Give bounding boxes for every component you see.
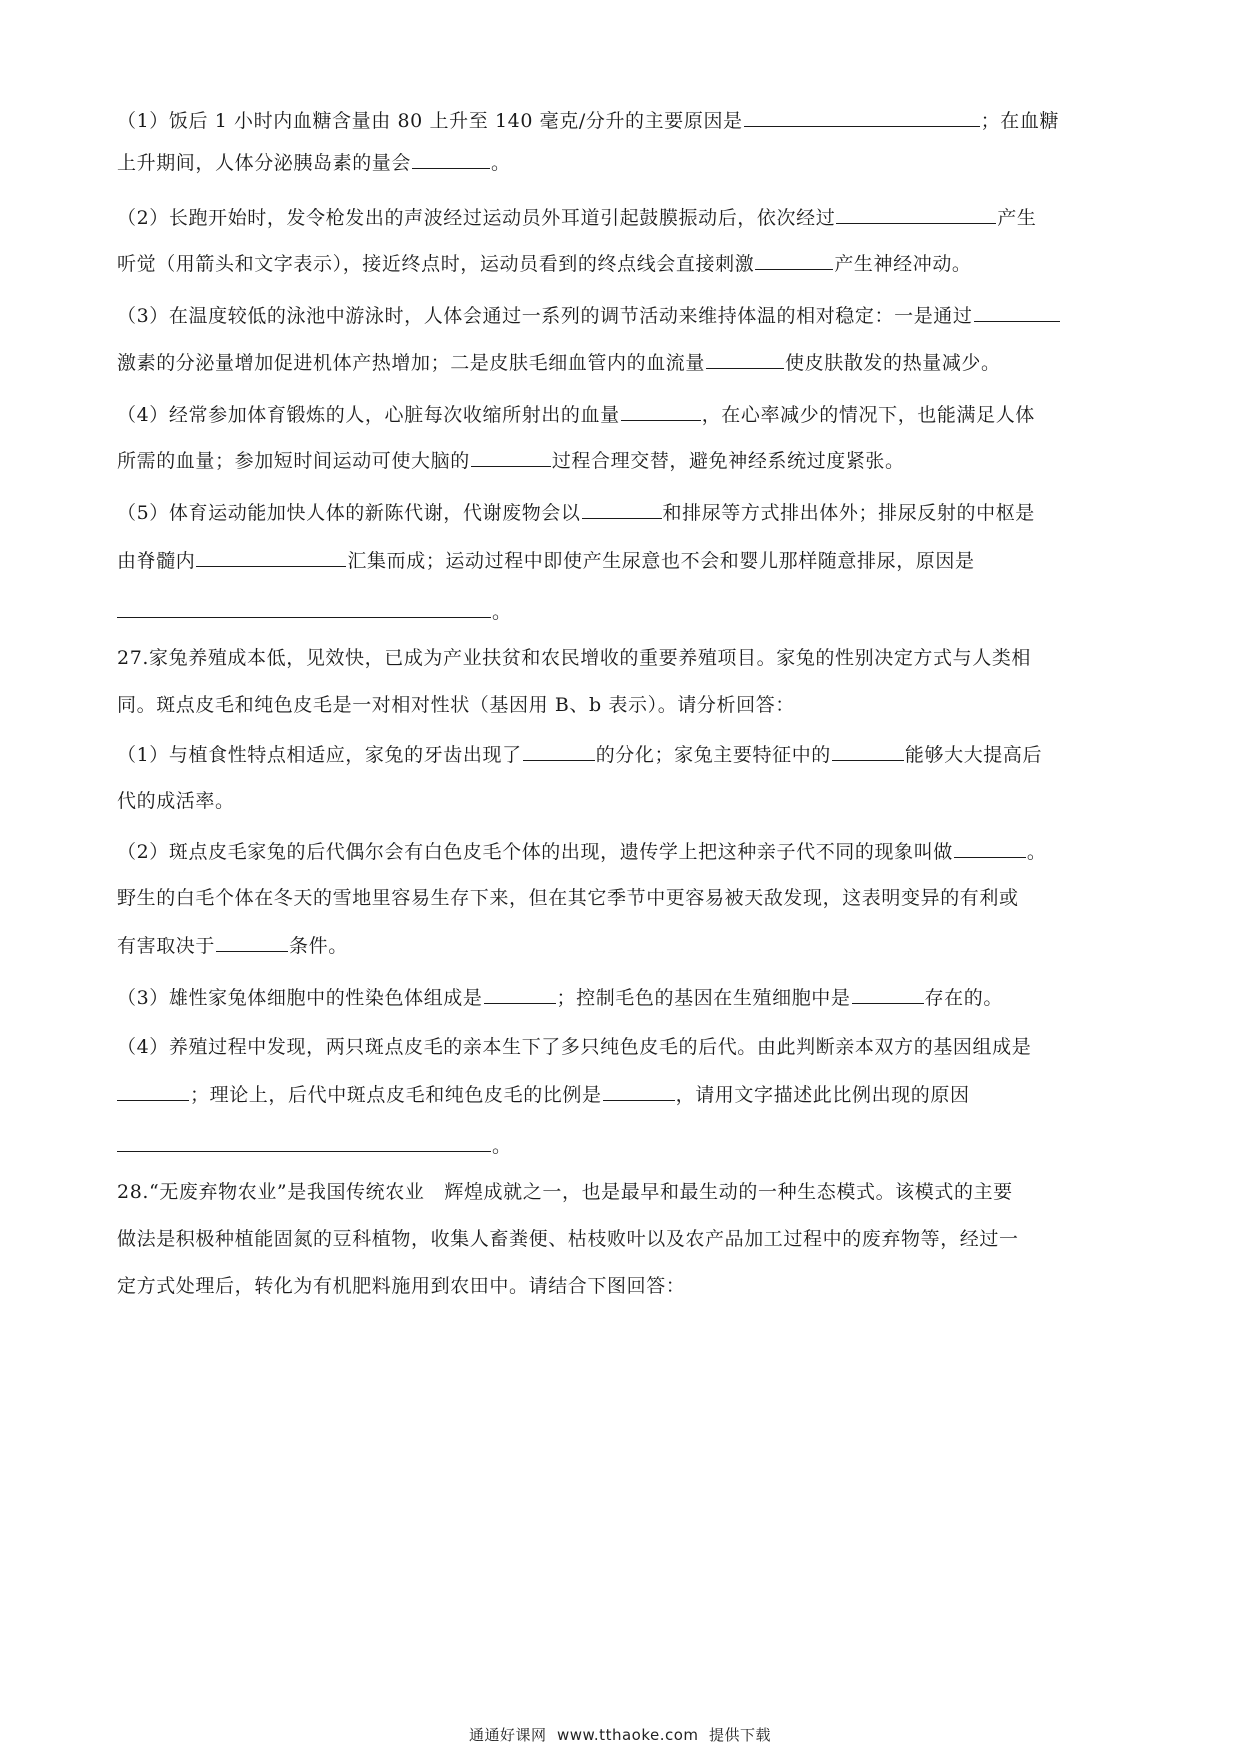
q27-p1-text-a: （1）与植食性特点相适应，家兔的牙齿出现了: [117, 744, 522, 766]
q27-p3-text-b: ；控制毛色的基因在生殖细胞中是: [556, 987, 851, 1009]
q26-p5-text-c: 由脊髓内: [117, 550, 196, 572]
answer-blank[interactable]: [954, 839, 1026, 858]
q26-part5-line2: [117, 548, 1128, 574]
page-footer: [0, 1724, 1240, 1745]
q26-p2-text-c: 听觉（用箭头和文字表示），接近终点时，运动员看到的终点线会直接刺激: [117, 253, 755, 275]
q28-stem-line1: [117, 1179, 1128, 1205]
q26-part2-line2: [117, 251, 1128, 277]
q27-p4-text-a: （4）养殖过程中发现，两只斑点皮毛的亲本生下了多只纯色皮毛的后代。由此判断亲本双方的基因组成是: [117, 1036, 1032, 1058]
q27-p1-text-c: 能够大大提高后: [904, 744, 1043, 766]
q26-p3-text-b: 激素的分泌量增加促进机体产热增加；二是皮肤毛细血管内的血流量: [117, 352, 706, 374]
q28-stem-text-2: 做法是积极种植能固氮的豆科植物，收集人畜粪便、枯枝败叶以及农产品加工过程中的废弃物等，经过一: [117, 1228, 1019, 1250]
q27-p4-text-b: ；理论上，后代中斑点皮毛和纯色皮毛的比例是: [190, 1084, 602, 1106]
q26-p5-text-b: 和排尿等方式排出体外；排尿反射的中枢是: [662, 502, 1035, 524]
answer-blank[interactable]: [974, 303, 1060, 322]
q26-p5-text-d: 汇集而成；运动过程中即使产生尿意也不会和婴儿那样随意排尿，原因是: [347, 550, 975, 572]
q27-p2-text-e: 条件。: [289, 935, 348, 957]
q27-part2-line1: [117, 839, 1128, 865]
answer-blank[interactable]: [621, 402, 701, 421]
q26-p1-text-b: ；在血糖: [980, 110, 1060, 132]
q27-part1-line2: [117, 788, 1128, 814]
q26-p4-text-d: 过程合理交替，避免神经系统过度紧张。: [551, 450, 905, 472]
q26-p1-text-a: （1）饭后 1 小时内血糖含量由 80 上升至 140 毫克/分升的主要原因是: [117, 110, 743, 132]
answer-blank[interactable]: [117, 599, 491, 618]
q26-p1-text-d: 。: [491, 152, 511, 174]
q27-part2-line3: [117, 933, 1128, 959]
answer-blank[interactable]: [603, 1082, 675, 1101]
q27-p1-text-d: 代的成活率。: [117, 790, 235, 812]
q26-p2-text-d: 产生神经冲动。: [834, 253, 972, 275]
q26-p2-text-b: 产生: [997, 207, 1037, 229]
q27-p1-text-b: 的分化；家兔主要特征中的: [595, 744, 831, 766]
q28-stem-text-3: 定方式处理后，转化为有机肥料施用到农田中。请结合下图回答：: [117, 1275, 686, 1297]
answer-blank[interactable]: [582, 500, 662, 519]
q26-p1-text-c: 上升期间，人体分泌胰岛素的量会: [117, 152, 412, 174]
answer-blank[interactable]: [836, 205, 996, 224]
answer-blank[interactable]: [471, 448, 551, 467]
q26-part3-line2: [117, 350, 1128, 376]
q26-part4-line1: [117, 402, 1128, 428]
q26-part1-line2: [117, 150, 1128, 176]
q27-p4-text-d: 。: [492, 1135, 512, 1157]
q27-p3-text-a: （3）雄性家兔体细胞中的性染色体组成是: [117, 987, 483, 1009]
q26-part1-line1: [117, 108, 1128, 134]
q27-part4-line3: [117, 1133, 1128, 1159]
answer-blank[interactable]: [412, 150, 490, 169]
q26-part3-line1: [117, 303, 1128, 329]
q26-p2-text-a: （2）长跑开始时，发令枪发出的声波经过运动员外耳道引起鼓膜振动后，依次经过: [117, 207, 836, 229]
answer-blank[interactable]: [706, 350, 784, 369]
q26-p4-text-a: （4）经常参加体育锻炼的人，心脏每次收缩所射出的血量: [117, 404, 620, 426]
answer-blank[interactable]: [484, 985, 556, 1004]
q27-p2-text-b: 。: [1026, 841, 1047, 863]
answer-blank[interactable]: [523, 742, 595, 761]
q27-p2-text-c: 野生的白毛个体在冬天的雪地里容易生存下来，但在其它季节中更容易被天敌发现，这表明变异的有利或: [117, 887, 1019, 909]
answer-blank[interactable]: [216, 933, 288, 952]
answer-blank[interactable]: [755, 251, 833, 270]
q26-part5-line3: [117, 599, 1128, 625]
q27-stem-line2: [117, 692, 1128, 718]
answer-blank[interactable]: [117, 1133, 491, 1152]
q27-p2-text-a: （2）斑点皮毛家兔的后代偶尔会有白色皮毛个体的出现，遗传学上把这种亲子代不同的现象叫做: [117, 841, 953, 863]
q27-part2-line2: [117, 885, 1128, 911]
q27-stem-line1: [117, 645, 1128, 671]
answer-blank[interactable]: [832, 742, 904, 761]
answer-blank[interactable]: [117, 1082, 189, 1101]
q27-p3-text-c: 存在的。: [924, 987, 1003, 1009]
q27-p4-text-c: ，请用文字描述此比例出现的原因: [675, 1084, 970, 1106]
q28-stem-line3: [117, 1273, 1128, 1299]
q26-p5-text-e: 。: [492, 601, 512, 623]
footer-text: 通通好课网 www.tthaoke.com 提供下载: [468, 1726, 772, 1744]
answer-blank[interactable]: [744, 108, 980, 127]
q26-part2-line1: [117, 205, 1128, 231]
q27-p2-text-d: 有害取决于: [117, 935, 216, 957]
q27-part4-line1: [117, 1034, 1128, 1060]
q26-p4-text-c: 所需的血量；参加短时间运动可使大脑的: [117, 450, 470, 472]
q27-part1-line1: [117, 742, 1128, 768]
q27-part4-line2: [117, 1082, 1128, 1108]
q26-p3-text-c: 使皮肤散发的热量减少。: [785, 352, 1001, 374]
q26-part5-line1: [117, 500, 1128, 526]
q27-part3-line1: [117, 985, 1128, 1011]
q27-stem-text-1: 27.家兔养殖成本低，见效快，已成为产业扶贫和农民增收的重要养殖项目。家兔的性别决定方式与人类相: [117, 647, 1032, 669]
q26-p3-text-a: （3）在温度较低的泳池中游泳时，人体会通过一系列的调节活动来维持体温的相对稳定：一是通过: [117, 305, 973, 327]
q26-p5-text-a: （5）体育运动能加快人体的新陈代谢，代谢废物会以: [117, 502, 581, 524]
q26-p4-text-b: ，在心率减少的情况下，也能满足人体: [701, 404, 1035, 426]
answer-blank[interactable]: [852, 985, 924, 1004]
q28-stem-text-1: 28.“无废弃物农业”是我国传统农业 辉煌成就之一，也是最早和最生动的一种生态模式。该模式的主要: [117, 1181, 1013, 1203]
q26-part4-line2: [117, 448, 1128, 474]
answer-blank[interactable]: [196, 548, 346, 567]
q27-stem-text-2: 同。斑点皮毛和纯色皮毛是一对相对性状（基因用 B、b 表示）。请分析回答：: [117, 694, 795, 716]
q28-stem-line2: [117, 1226, 1128, 1252]
